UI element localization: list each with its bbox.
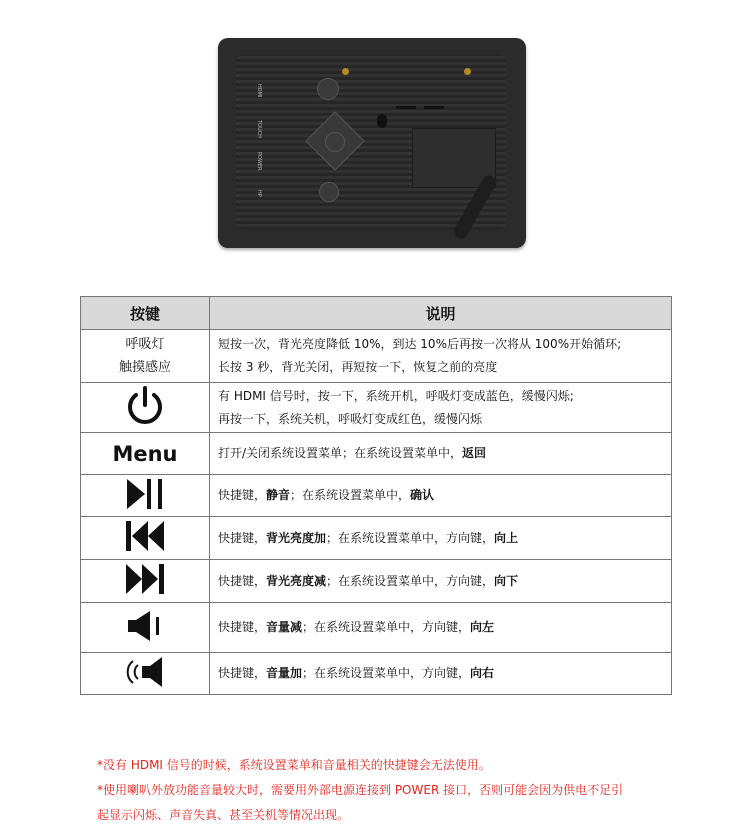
key-cell	[81, 517, 210, 560]
note-line: 起显示闪烁、声音失真、甚至关机等情况出现。	[97, 808, 350, 822]
description-cell	[210, 560, 672, 603]
description-cell	[210, 475, 672, 517]
play-pause-icon	[125, 477, 165, 511]
description-line: 有 HDMI 信号时，按一下，系统开机，呼吸灯变成蓝色，缓慢闪烁;	[218, 388, 574, 403]
description-text: 打开/关闭系统设置菜单；在系统设置菜单中，	[218, 446, 463, 460]
description-text: ；在系统设置菜单中，方向键，	[302, 620, 471, 634]
notes	[97, 753, 697, 828]
description-emphasis: 返回	[462, 446, 487, 460]
table-row	[81, 475, 672, 517]
vent-slot	[424, 106, 444, 109]
description-text: ；在系统设置菜单中，	[290, 488, 411, 502]
screw	[464, 68, 471, 75]
description-emphasis: 音量减	[266, 620, 303, 634]
description-cell	[210, 517, 672, 560]
description-cell	[210, 383, 672, 433]
key-cell	[81, 330, 210, 383]
table-row	[81, 383, 672, 433]
key-cell	[81, 433, 210, 475]
device-back-photo	[218, 38, 526, 248]
description-emphasis: 背光亮度减	[266, 573, 327, 588]
note-line: *没有 HDMI 信号的时候，系统设置菜单和音量相关的快捷键会无法使用。	[97, 758, 491, 772]
key-cell	[81, 383, 210, 433]
description-emphasis: 向右	[470, 666, 495, 680]
description-text: ；在系统设置菜单中，方向键，	[302, 666, 471, 680]
description-text: 快捷键，	[218, 530, 267, 545]
description-cell	[210, 603, 672, 653]
device-label: HDMI	[256, 84, 262, 98]
description-cell	[210, 653, 672, 695]
table-row	[81, 653, 672, 695]
description-emphasis: 向下	[494, 573, 519, 588]
description-cell	[210, 330, 672, 383]
key-label: 触摸感应	[118, 360, 171, 375]
device-label: TOUCH	[256, 120, 262, 138]
device-label: POWER	[256, 152, 262, 171]
description-emphasis: 确认	[410, 488, 435, 502]
key-label: 呼吸灯	[125, 337, 165, 352]
key-cell	[81, 560, 210, 603]
description-emphasis: 向上	[494, 530, 519, 545]
key-function-table	[80, 296, 672, 695]
key-cell	[81, 603, 210, 653]
volume-down-icon	[126, 609, 164, 643]
description-line: 短按一次，背光亮度降低 10%，到达 10%后再按一次将从 100%开始循环;	[218, 337, 622, 351]
description-text: 快捷键，	[218, 488, 267, 502]
device-power-button	[317, 78, 339, 100]
table-row	[81, 517, 672, 560]
note-line: *使用喇叭外放功能音量较大时，需要用外部电源连接到 POWER 接口，否则可能会因为供电不足引	[97, 783, 624, 797]
screw	[342, 68, 349, 75]
wall-mount-hole	[377, 114, 387, 128]
key-cell	[81, 653, 210, 695]
device-center-button	[325, 132, 345, 152]
table-row	[81, 560, 672, 603]
description-text: ；在系统设置菜单中，方向键，	[326, 573, 495, 588]
device-back-panel	[236, 54, 506, 230]
description-emphasis: 背光亮度加	[266, 530, 327, 545]
description-text: ；在系统设置菜单中，方向键，	[326, 530, 495, 545]
device-menu-button	[319, 182, 339, 202]
description-cell	[210, 433, 672, 475]
description-emphasis: 向左	[470, 620, 495, 634]
description-text: 快捷键，	[218, 573, 267, 588]
table-row	[81, 433, 672, 475]
table-header-row	[81, 297, 672, 330]
header-description: 说明	[210, 297, 672, 330]
previous-icon	[124, 519, 166, 553]
power-icon	[125, 385, 165, 427]
description-line: 长按 3 秒，背光关闭，再短按一下，恢复之前的亮度	[218, 360, 498, 374]
table-row	[81, 330, 672, 383]
header-key: 按键	[81, 297, 210, 330]
description-emphasis: 静音	[266, 488, 291, 502]
device-label: HP	[256, 190, 262, 197]
volume-up-icon	[124, 655, 166, 689]
description-emphasis: 音量加	[266, 666, 303, 680]
description-line: 再按一下，系统关机，呼吸灯变成红色，缓慢闪烁	[218, 411, 483, 426]
key-cell	[81, 475, 210, 517]
next-icon	[124, 562, 166, 596]
table-row	[81, 603, 672, 653]
description-text: 快捷键，	[218, 620, 267, 634]
description-text: 快捷键，	[218, 666, 267, 680]
vent-slot	[396, 106, 416, 109]
menu-key-label: Menu	[112, 441, 178, 466]
